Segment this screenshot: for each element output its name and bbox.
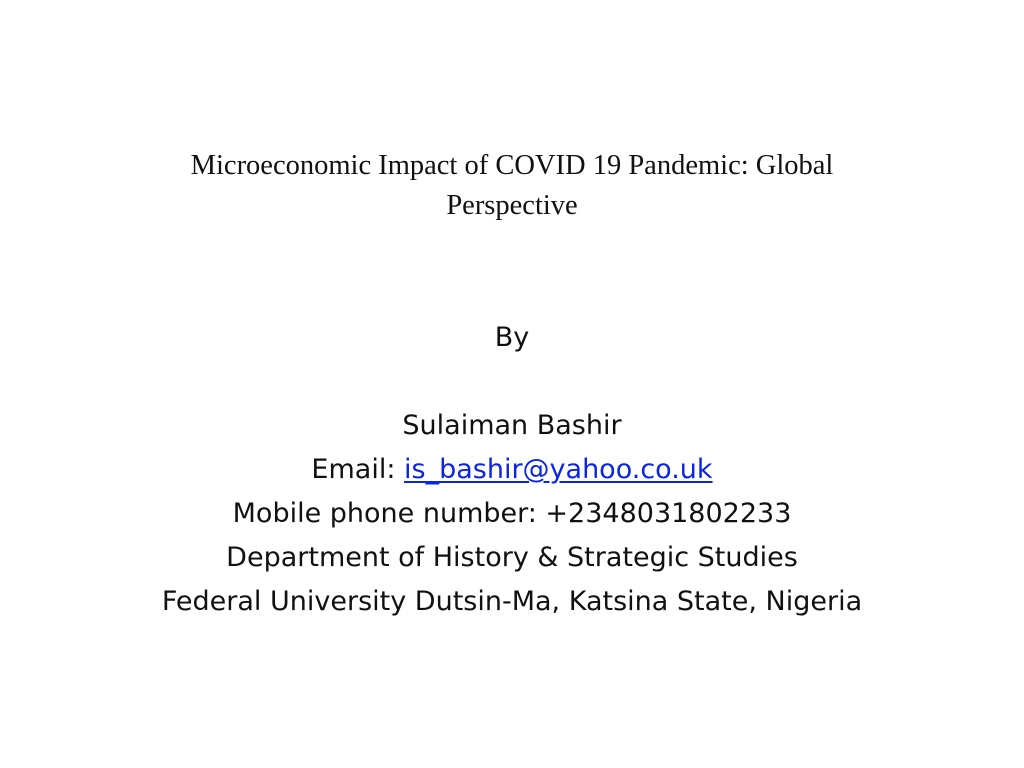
department: Department of History & Strategic Studies [226,542,798,573]
institution: Federal University Dutsin-Ma, Katsina State, Nigeria [161,586,863,617]
author-details [100,316,924,624]
author-name: Sulaiman Bashir [402,410,622,441]
email-label: Email: [311,454,405,485]
by-label: By [494,322,530,353]
title-line-1: Microeconomic Impact of COVID 19 Pandemic: Global [190,150,834,181]
email-link[interactable]: is_bashir@yahoo.co.uk [404,454,713,485]
email-row [100,448,924,492]
slide-title [100,146,924,226]
title-line-2: Perspective [446,190,578,221]
phone-number: Mobile phone number: +2348031802233 [232,498,792,529]
